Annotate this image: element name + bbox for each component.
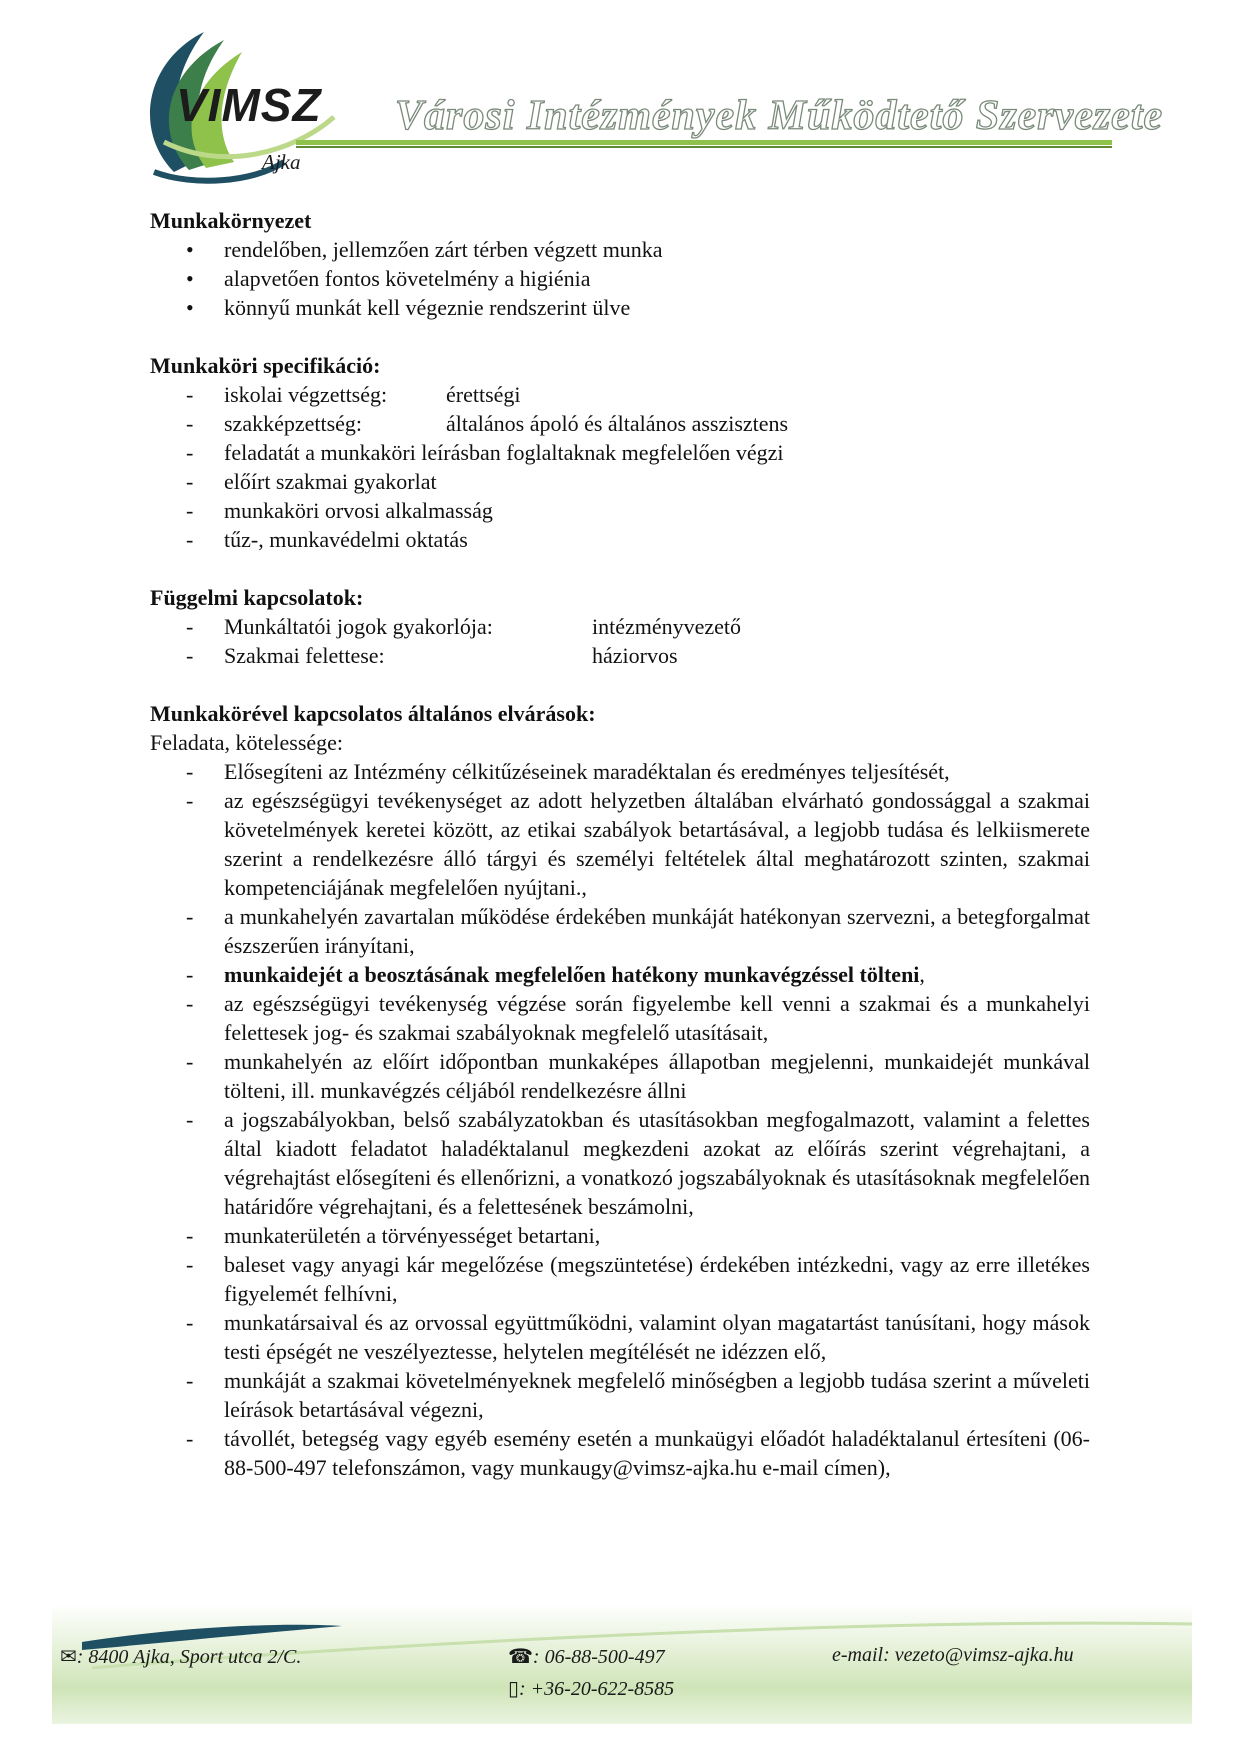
list-item: - távollét, betegség vagy egyéb esemény esetén a munkaügyi előadót haladéktalanul értesíteni (06-88-500-497 telefonszámon, vagy munkaugy@vimsz-ajka.hu e-mail címen), [150,1424,1090,1482]
list-item: - feladatát a munkaköri leírásban foglaltaknak megfelelően végzi [150,438,1090,467]
bold-text: munkaidejét a beosztásának megfelelően hatékony munkavégzéssel tölteni [224,962,920,987]
spec-key: iskolai végzettség: [224,382,388,407]
page-footer [0,1580,1240,1754]
list-item [150,380,1090,409]
list-item: • alapvetően fontos követelmény a higiénia [150,264,1090,293]
fuggelmi-list [150,612,1090,670]
relation-key: Szakmai felettese: [224,643,385,668]
list-item: - munkaköri orvosi alkalmasság [150,496,1090,525]
relation-key: Munkáltatói jogok gyakorlója: [224,614,493,639]
logo-subtext: Ajka [262,150,301,174]
list-item: - tűz-, munkavédelmi oktatás [150,525,1090,554]
list-item: - Elősegíteni az Intézmény célkitűzéseinek maradéktalan és eredményes teljesítését, [150,757,1090,786]
list-item: - az egészségügyi tevékenység végzése során figyelembe kell venni a szakmai és a munkahelyi felettesek jog- és szakmai szabályoknak megfelelő utasításait, [150,989,1090,1047]
list-item: • rendelőben, jellemzően zárt térben végzett munka [150,235,1090,264]
relation-value: intézményvezető [592,614,742,639]
mobile-phone-icon: ▯ [508,1676,520,1700]
bold-suffix: , [919,962,925,987]
envelope-icon: ✉ [60,1644,77,1668]
footer-email: e-mail: vezeto@vimsz-ajka.hu [832,1644,1074,1666]
specifikacio-list [150,380,1090,554]
relation-value: háziorvos [592,643,678,668]
section-subtitle: Feladata, kötelessége: [150,730,344,755]
list-item: - a jogszabályokban, belső szabályzatokban és utasításokban megfogalmazott, valamint a felettes által kiadott feladatot haladéktalanul megkezdeni azokat az előírás szerint végrehajtani, a végrehajtást elősegíteni és ellenőrizni, a vonatkozó jogszabályoknak és utasításoknak megfelelően határidőre végrehajtani, és a felettesének beszámolni, [150,1105,1090,1221]
spec-value: általános ápoló és általános asszisztens [446,411,789,436]
page-header [0,0,1240,200]
list-item [150,960,1090,989]
list-item: • könnyű munkát kell végeznie rendszerint ülve [150,293,1090,322]
footer-mobile [508,1676,674,1701]
list-item: - előírt szakmai gyakorlat [150,467,1090,496]
mobile-text: : +36-20-622-8585 [519,1678,675,1700]
list-item: - baleset vagy anyagi kár megelőzése (megszüntetése) érdekében intézkedni, vagy az erre illetékes figyelemét felhívni, [150,1250,1090,1308]
footer-phone [508,1644,665,1669]
logo-text: VIMSZ [176,79,322,131]
telephone-icon: ☎ [508,1644,533,1668]
elvarasok-list [150,757,1090,1482]
organization-name: Városi Intézmények Működtető Szervezete [395,93,1164,139]
list-item: - munkaterületén a törvényességet betartani, [150,1221,1090,1250]
list-item [150,612,1090,641]
spec-value: érettségi [446,382,521,407]
list-item [150,409,1090,438]
header-rule-thin [296,146,1112,148]
phone-text: : 06-88-500-497 [532,1646,665,1668]
section-heading-specifikacio: Munkaköri specifikáció: [150,353,381,378]
list-item: - munkáját a szakmai követelményeknek megfelelő minőségben a legjobb tudása szerint a műveleti leírások betartásával végezni, [150,1366,1090,1424]
spec-key: szakképzettség: [224,411,363,436]
footer-address [60,1644,301,1669]
document-body [150,206,1090,1482]
header-rule [296,140,1112,145]
list-item: - az egészségügyi tevékenységet az adott helyzetben általában elvárható gondossággal a szakmai követelmények keretei között, az etikai szabályok betartásával, a legjobb tudása és lelkiismerete szerint a rendelkezésre álló tárgyi és személyi feltételek által meghatározott szinten, szakmai kompetenciájának megfelelően nyújtani., [150,786,1090,902]
munkakornyezet-list [150,235,1090,322]
section-heading-elvarasok: Munkakörével kapcsolatos általános elvárások: [150,701,596,726]
section-heading-fuggelmi: Függelmi kapcsolatok: [150,585,364,610]
list-item: - munkatársaival és az orvossal együttműködni, valamint olyan magatartást tanúsítani, hogy mások testi épségét ne veszélyeztesse, helytelen megítélését ne idézzen elő, [150,1308,1090,1366]
address-text: : 8400 Ajka, Sport utca 2/C. [76,1646,302,1668]
list-item: - munkahelyén az előírt időpontban munkaképes állapotban megjelenni, munkaidejét munkával tölteni, ill. munkavégzés céljából rendelkezésre állni [150,1047,1090,1105]
list-item: - a munkahelyén zavartalan működése érdekében munkáját hatékonyan szervezni, a betegforgalmat észszerűen irányítani, [150,902,1090,960]
section-heading-munkakornyezet: Munkakörnyezet [150,208,312,233]
list-item [150,641,1090,670]
